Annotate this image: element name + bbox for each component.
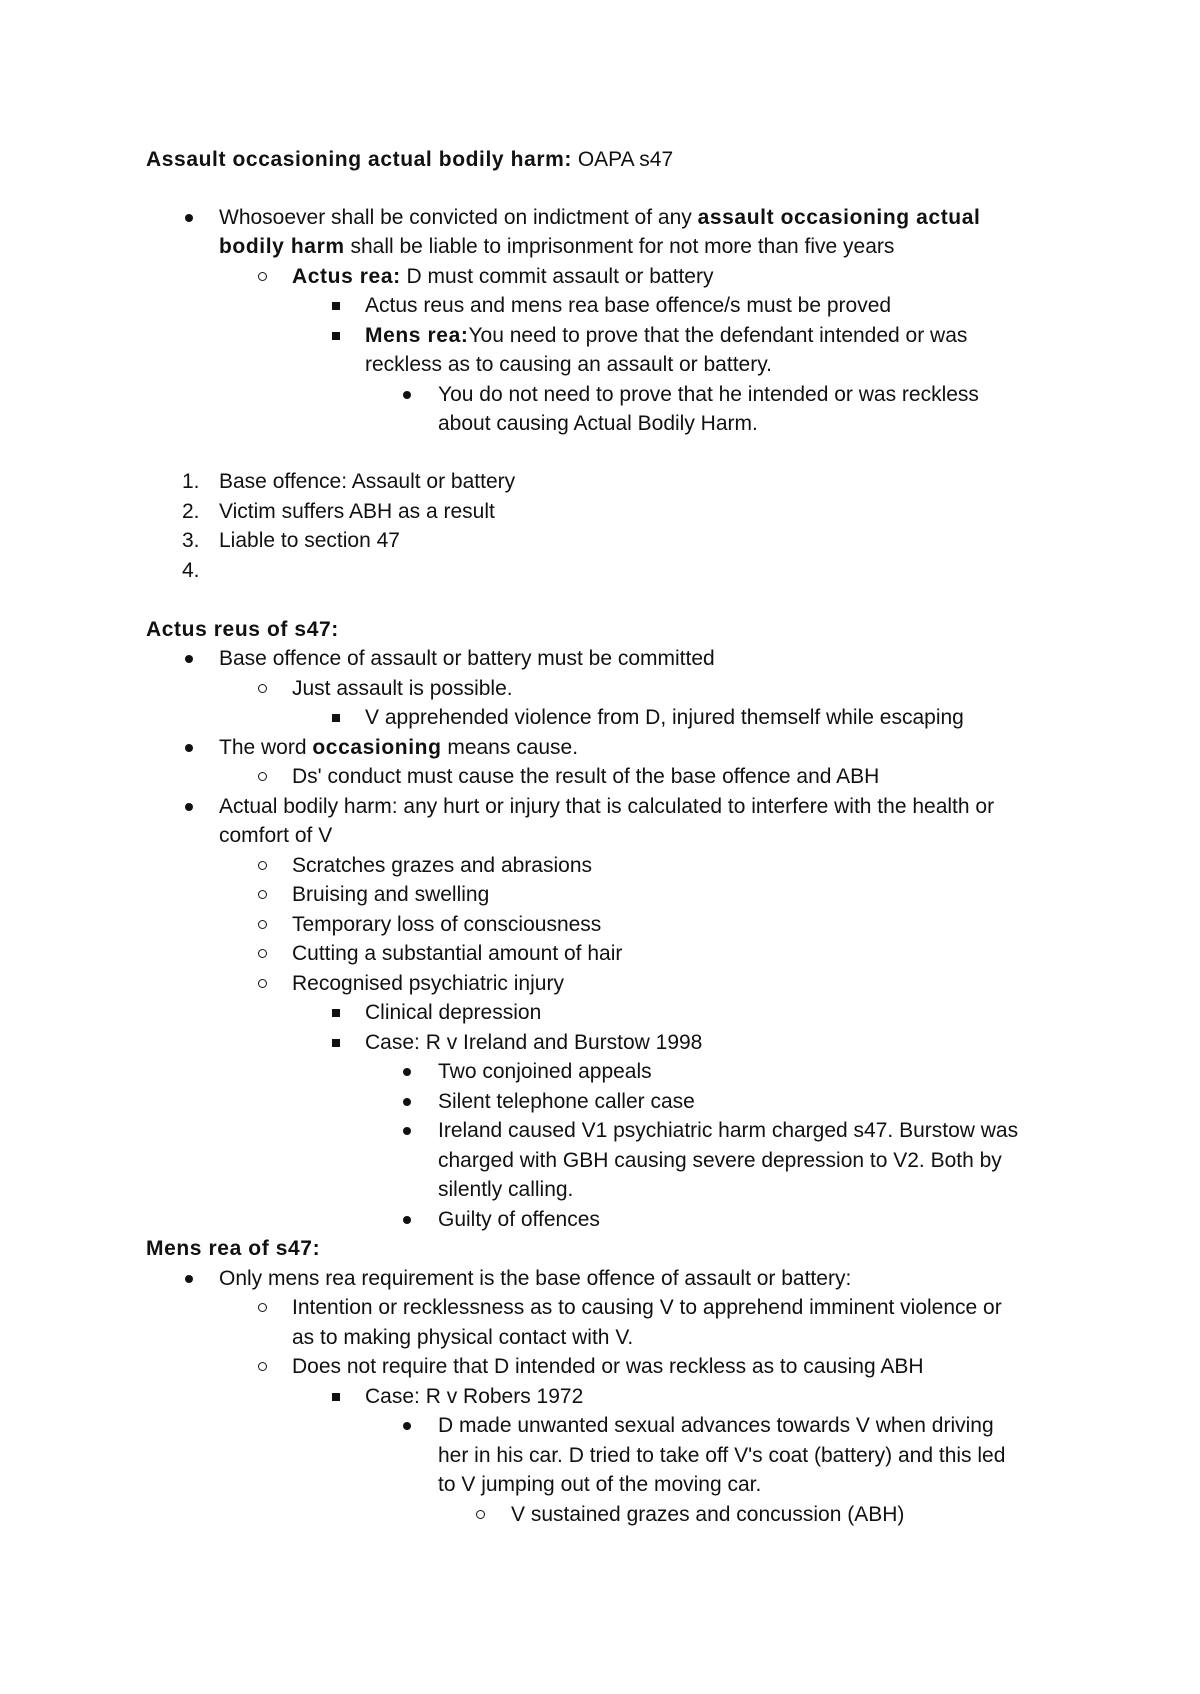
text-line: Clinical depression: [365, 1001, 542, 1024]
square-bullet-icon: [332, 321, 340, 340]
text-line: Ds' conduct must cause the result of the base offence and ABH: [292, 765, 880, 788]
text-line: Whosoever shall be convicted on indictment of any assault occasioning actual: [219, 206, 981, 229]
text-line: Actus reus and mens rea base offence/s must be proved: [365, 294, 892, 317]
text-line: bodily harm shall be liable to imprisonment for not more than five years: [219, 235, 895, 258]
text-line: Actual bodily harm: any hurt or injury that is calculated to interfere with the health or: [219, 795, 995, 818]
list-number: 1.: [182, 470, 200, 493]
hollow-bullet-icon: [258, 880, 267, 899]
section-heading: Mens rea of s47:: [146, 1237, 321, 1260]
text-line: comfort of V: [219, 824, 333, 847]
list-item: Base offence: Assault or battery: [219, 470, 516, 493]
bullet-icon: [403, 380, 411, 399]
bullet-icon: [185, 792, 193, 811]
bullet-icon: [403, 1116, 411, 1135]
hollow-bullet-icon: [258, 939, 267, 958]
text-line: about causing Actual Bodily Harm.: [438, 412, 758, 435]
text-line: Temporary loss of consciousness: [292, 913, 602, 936]
page-title: Assault occasioning actual bodily harm: OAPA s47: [146, 148, 674, 171]
text-line: to V jumping out of the moving car.: [438, 1473, 762, 1496]
bullet-icon: [185, 733, 193, 752]
hollow-bullet-icon: [258, 262, 267, 281]
square-bullet-icon: [332, 1382, 340, 1401]
list-item: Liable to section 47: [219, 529, 400, 552]
text-line: Scratches grazes and abrasions: [292, 854, 592, 877]
text-line: Case: R v Robers 1972: [365, 1385, 584, 1408]
hollow-bullet-icon: [476, 1500, 485, 1519]
list-number: 3.: [182, 529, 200, 552]
text-line: Mens rea:You need to prove that the defendant intended or was: [365, 324, 968, 347]
bullet-icon: [403, 1087, 411, 1106]
bullet-icon: [403, 1411, 411, 1430]
square-bullet-icon: [332, 1028, 340, 1047]
bullet-icon: [403, 1057, 411, 1076]
list-number: 4.: [182, 559, 200, 582]
bullet-icon: [185, 1264, 193, 1283]
text-line: Guilty of offences: [438, 1208, 600, 1231]
text-line: Only mens rea requirement is the base offence of assault or battery:: [219, 1267, 852, 1290]
bullet-icon: [185, 203, 193, 222]
hollow-bullet-icon: [258, 851, 267, 870]
text-line: V apprehended violence from D, injured themself while escaping: [365, 706, 964, 729]
square-bullet-icon: [332, 703, 340, 722]
bullet-icon: [185, 644, 193, 663]
hollow-bullet-icon: [258, 1352, 267, 1371]
bullet-icon: [403, 1205, 411, 1224]
hollow-bullet-icon: [258, 969, 267, 988]
text-line: Base offence of assault or battery must be committed: [219, 647, 715, 670]
text-line: Intention or recklessness as to causing V to apprehend imminent violence or: [292, 1296, 1002, 1319]
text-line: Two conjoined appeals: [438, 1060, 652, 1083]
text-line: silently calling.: [438, 1178, 574, 1201]
text-line: Bruising and swelling: [292, 883, 490, 906]
text-line: V sustained grazes and concussion (ABH): [511, 1503, 905, 1526]
square-bullet-icon: [332, 291, 340, 310]
text-line: Ireland caused V1 psychiatric harm charged s47. Burstow was: [438, 1119, 1019, 1142]
text-line: reckless as to causing an assault or battery.: [365, 353, 772, 376]
square-bullet-icon: [332, 998, 340, 1017]
list-number: 2.: [182, 500, 200, 523]
text-line: Just assault is possible.: [292, 677, 513, 700]
text-line: as to making physical contact with V.: [292, 1326, 634, 1349]
text-line: Recognised psychiatric injury: [292, 972, 564, 995]
text-line: Actus rea: D must commit assault or battery: [292, 265, 714, 288]
hollow-bullet-icon: [258, 762, 267, 781]
hollow-bullet-icon: [258, 910, 267, 929]
text-line: Cutting a substantial amount of hair: [292, 942, 623, 965]
list-item: Victim suffers ABH as a result: [219, 500, 495, 523]
text-line: You do not need to prove that he intended or was reckless: [438, 383, 979, 406]
section-heading: Actus reus of s47:: [146, 618, 339, 641]
text-line: Does not require that D intended or was reckless as to causing ABH: [292, 1355, 924, 1378]
hollow-bullet-icon: [258, 1293, 267, 1312]
text-line: D made unwanted sexual advances towards V when driving: [438, 1414, 994, 1437]
text-line: The word occasioning means cause.: [219, 736, 579, 759]
text-line: Silent telephone caller case: [438, 1090, 695, 1113]
hollow-bullet-icon: [258, 674, 267, 693]
text-line: Case: R v Ireland and Burstow 1998: [365, 1031, 703, 1054]
text-line: charged with GBH causing severe depression to V2. Both by: [438, 1149, 1002, 1172]
text-line: her in his car. D tried to take off V's coat (battery) and this led: [438, 1444, 1006, 1467]
